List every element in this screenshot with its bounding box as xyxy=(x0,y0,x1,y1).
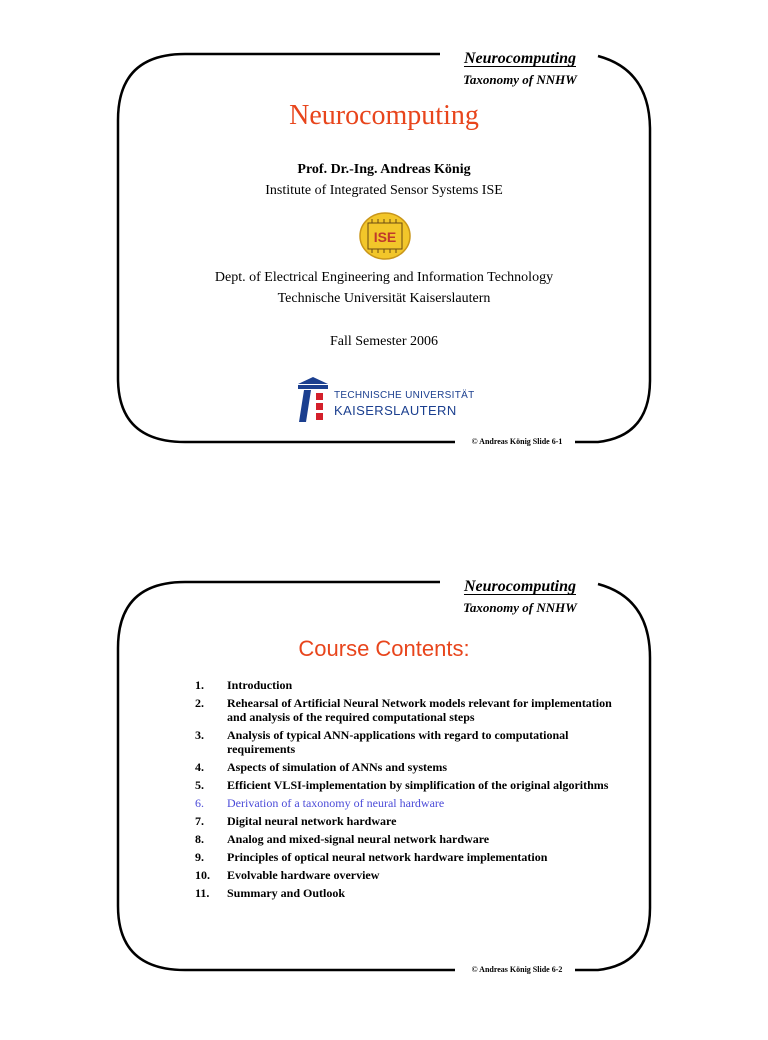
ise-logo-text: ISE xyxy=(373,229,397,245)
item-number: 9. xyxy=(195,850,204,864)
item-number: 3. xyxy=(195,728,204,742)
list-item xyxy=(195,814,625,828)
item-number: 11. xyxy=(195,886,210,900)
header-subtitle: Taxonomy of NNHW xyxy=(463,600,577,615)
ise-logo xyxy=(358,211,412,261)
semester: Fall Semester 2006 xyxy=(329,334,439,349)
item-text: Aspects of simulation of ANNs and systems xyxy=(227,760,448,774)
list-item xyxy=(195,728,625,756)
item-text: Summary and Outlook xyxy=(227,886,346,900)
header-title: Neurocomputing xyxy=(463,578,576,595)
item-text: Analysis of typical ANN-applications with regard to computational requirements xyxy=(227,728,569,756)
item-number: 5. xyxy=(195,778,204,792)
slide-footer: © Andreas König Slide 6-1 xyxy=(471,437,563,446)
item-text: Introduction xyxy=(227,678,293,692)
slide-footer: © Andreas König Slide 6-2 xyxy=(471,965,563,974)
slide-2 xyxy=(0,528,768,1040)
slide-1 xyxy=(0,0,768,512)
course-contents-list xyxy=(195,678,625,904)
list-item xyxy=(195,678,625,692)
header-title: Neurocomputing xyxy=(463,50,576,67)
slide-title: Neurocomputing xyxy=(289,100,479,131)
item-text: Digital neural network hardware xyxy=(227,814,397,828)
tu-emblem xyxy=(294,376,332,424)
list-item xyxy=(195,778,625,792)
slide-title: Course Contents: xyxy=(298,636,470,661)
item-text: Derivation of a taxonomy of neural hardware xyxy=(227,796,445,810)
tu-logo-line1: TECHNISCHE UNIVERSITÄT xyxy=(334,390,475,401)
item-number: 10. xyxy=(195,868,210,882)
author: Prof. Dr.-Ing. Andreas König xyxy=(297,162,471,177)
item-number: 7. xyxy=(195,814,204,828)
item-text: Principles of optical neural network hardware implementation xyxy=(227,850,548,864)
university: Technische Universität Kaiserslautern xyxy=(277,291,491,306)
list-item xyxy=(195,886,625,900)
list-item xyxy=(195,832,625,846)
item-number: 8. xyxy=(195,832,204,846)
list-item xyxy=(195,760,625,774)
department: Dept. of Electrical Engineering and Information Technology xyxy=(214,270,554,285)
item-text: Evolvable hardware overview xyxy=(227,868,380,882)
item-number: 2. xyxy=(195,696,204,710)
institute: Institute of Integrated Sensor Systems ISE xyxy=(265,183,503,198)
item-number: 6. xyxy=(195,796,204,810)
header-subtitle: Taxonomy of NNHW xyxy=(463,72,577,87)
list-item xyxy=(195,696,625,724)
item-text: Rehearsal of Artificial Neural Network models relevant for implementation and analysis of the required computational steps xyxy=(227,696,612,724)
list-item xyxy=(195,850,625,864)
item-number: 4. xyxy=(195,760,204,774)
list-item-current xyxy=(195,796,625,810)
tu-logo-line2: KAISERSLAUTERN xyxy=(334,403,457,418)
item-number: 1. xyxy=(195,678,204,692)
item-text: Efficient VLSI-implementation by simplification of the original algorithms xyxy=(227,778,609,792)
list-item xyxy=(195,868,625,882)
item-text: Analog and mixed-signal neural network hardware xyxy=(227,832,490,846)
tu-kaiserslautern-logo xyxy=(294,376,475,424)
